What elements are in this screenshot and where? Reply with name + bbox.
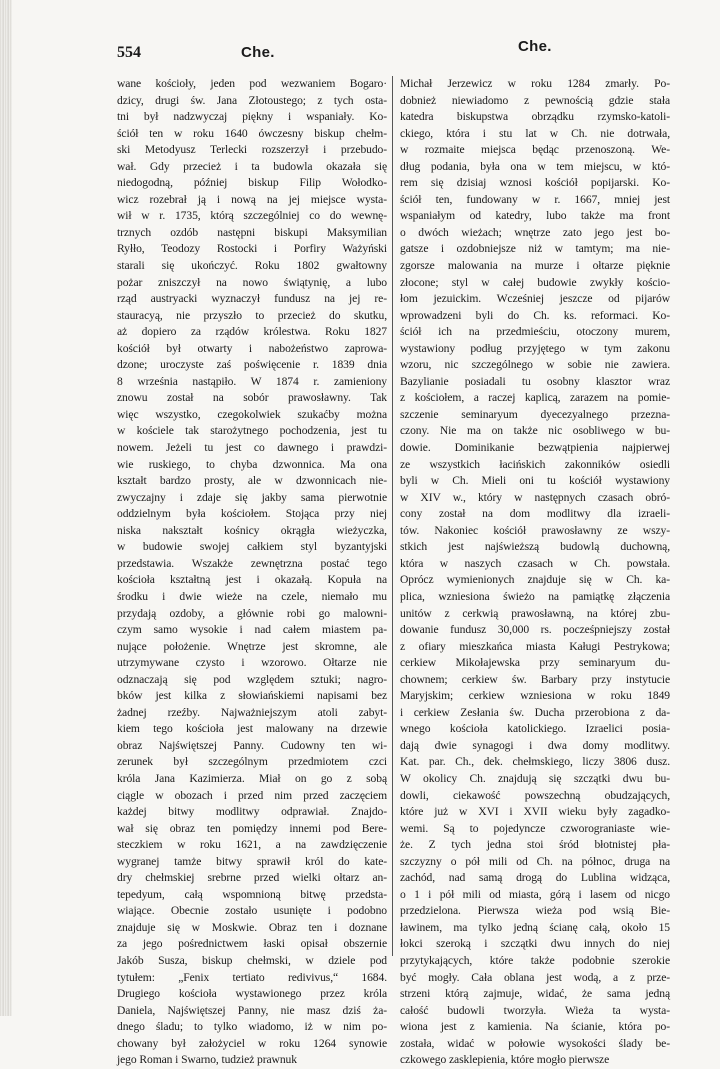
text-line: za jego pośrednictwem łaski opisał obszernie (117, 937, 387, 951)
text-line: która w naszych czasach w Ch. powstała. (400, 556, 670, 570)
text-line: chownem; cerkiew św. Barbary przy instytucie (400, 672, 670, 686)
text-line: niska nakształt kośnicy okrągła wieżyczka, (117, 523, 387, 537)
text-line: nowem. Jeżeli tu jest co dawnego i prawdzi- (117, 441, 387, 455)
text-line: dają dwie synagogi i dwa domy modlitwy. (400, 738, 670, 752)
text-line: więc wszystko, czegokolwiek szukaćby można (117, 407, 387, 421)
text-line: strzeni którą zajmuje, widać, że sama jedną (400, 987, 670, 1001)
text-line: że. Z tych jedna stoi śród błotnistej pła- (400, 838, 670, 852)
text-line: stkich jest najświeższą budowlą duchowną, (400, 540, 670, 554)
text-line: znowu został na sobór prawosławny. Tak (117, 391, 387, 405)
text-line: Oprócz wymienionych znajduje się w Ch. ka- (400, 573, 670, 587)
text-line: W okolicy Ch. znajdują się szczątki dwu bu- (400, 771, 670, 785)
text-line: łom jezuickim. Wcześniej jeszcze od pijarów (400, 292, 670, 306)
text-line: aż dopiero za rządów królestwa. Roku 1827 (117, 325, 387, 339)
text-line: wie ruskiego, to chyba dzwonnica. Ma ona (117, 457, 387, 471)
running-head-left: Che. (241, 44, 275, 61)
text-line: ściół ich na przedmieściu, otoczony murem, (400, 325, 670, 339)
text-line: dowli, ciekawość powszechną obudzających, (400, 788, 670, 802)
text-line: szczenie seminaryum dyecezyalnego przezna- (400, 407, 670, 421)
text-line: gatsze i ozdobniejsze niż w tamtym; ma nie- (400, 242, 670, 256)
text-line: o dwóch wieżach; wnętrze zato jego jest bo- (400, 225, 670, 239)
text-line: w rozmaite miejsca będąc przenoszoną. We- (400, 143, 670, 157)
text-line: nujące położenie. Wnętrze jest skromne, ale (117, 639, 387, 653)
text-line: zgorsze malowania na murze i ołtarze pięknie (400, 259, 670, 273)
page-header (117, 38, 669, 64)
text-line: przedstawia. Wszakże zewnętrzna postać tego (117, 556, 387, 570)
text-line: z kościołem, a raczej kaplicą, zarazem na pomie- (400, 391, 670, 405)
text-line: ciągle w obozach i przed nim przed zaczęciem (117, 788, 387, 802)
text-line: cony został na dom modlitwy dla izraeli- (400, 507, 670, 521)
text-line: wicz rozebrał ją i nową na jej miejsce wysta- (117, 192, 387, 206)
text-line: jego Roman i Swarno, tudzież prawnuk (117, 1053, 297, 1067)
text-line: zachód, nad samą drogą do Lublina widząca, (400, 871, 670, 885)
text-line: o 1 i pół mili od miasta, górą i lasem od nicgo (400, 887, 670, 901)
text-line: cerkiew Mikołajewska przy seminaryum du- (400, 656, 670, 670)
text-line: trznych ozdób następni biskupi Maksymilian (117, 225, 387, 239)
text-line: ski Metodyusz Terlecki rozszerzył i przebudo- (117, 143, 387, 157)
text-line: znajduje się w Moskwie. Obraz ten i doznane (117, 920, 387, 934)
text-line: Daniela, Najświętszej Panny, nie masz dziś ża- (117, 1003, 387, 1017)
text-line: Bazylianie posiadali tu osobny klasztor wraz (400, 374, 670, 388)
right-column (400, 76, 670, 1069)
text-line: przedzielona. Pierwsza wieża pod wsią Bie- (400, 904, 670, 918)
text-line: byli w Ch. Mieli oni tu kościół wystawiony (400, 474, 670, 488)
text-line: Drugiego kościoła wystawionego przez króla (117, 987, 387, 1001)
text-line: została, widać w połowie wysokości ślady be- (400, 1036, 670, 1050)
text-line: dowie. Dominikanie bezwątpienia najpierwej (400, 441, 670, 455)
text-line: czony. Nie ma on także nic osobliwego w bu- (400, 424, 670, 438)
text-line: kościoła kształtną jest i okazałą. Kopuła na (117, 573, 387, 587)
text-line: wprowadzeni byli do Ch. ks. reformaci. Ko- (400, 308, 670, 322)
text-line: wiona jest z kamienia. Na ścianie, która po- (400, 1020, 670, 1034)
text-line: z ofiary mieszkańca miasta Kaługi Pestrykowa; (400, 639, 670, 653)
text-line: króla Jana Kazimierza. Miał on go z sobą (117, 771, 387, 785)
text-line: Ryłło, Teodozy Rostocki i Porfiry Ważyński (117, 242, 387, 256)
text-line: w XIV w., który w następnych czasach obró- (400, 490, 670, 504)
text-line: wspaniałym od katedry, lubo także ma front (400, 209, 670, 223)
text-line: rząd austryacki wyznaczył fundusz na jej re- (117, 292, 387, 306)
text-line: ściół ten, fundowany w r. 1667, mniej jest (400, 192, 670, 206)
text-line: ściół ten w roku 1640 ówczesny biskup chełm- (117, 126, 387, 140)
text-line: wemi. Są to pojedyncze czworograniaste wie- (400, 821, 670, 835)
text-line: odznaczają się pod względem sztuki; nagro- (117, 672, 387, 686)
text-line: Jakób Susza, biskup chełmski, w dziele pod (117, 953, 387, 967)
text-line: chowany był założyciel w roku 1264 synowie (117, 1036, 387, 1050)
text-line: kształt bardzo prosty, ale w dzwonnicach nie- (117, 474, 387, 488)
text-line: w budowie swojej całkiem styl byzantyjski (117, 540, 387, 554)
text-line: całość budowli tworzyła. Wieża ta wysta- (400, 1003, 670, 1017)
text-line: przydają ozdoby, a głównie robi go malowni- (117, 606, 387, 620)
left-column (117, 76, 387, 1069)
text-line: dług podania, była ona w tem miejscu, w któ- (400, 159, 670, 173)
text-line: unitów z cerkwią prawosławną, na której zbu- (400, 606, 670, 620)
text-line: dobnież niewiadomo z pewnością gdzie stała (400, 93, 670, 107)
text-line: łokci szeroką i szczątki dwu innych do niej (400, 937, 670, 951)
text-line: dzicy, drugi św. Jana Złotoustego; z tych osta- (117, 93, 387, 107)
text-line: złocone; styl w całej budowie zwykły kościo- (400, 275, 670, 289)
text-line: katedra biskupstwa obrządku rzymsko-katoli- (400, 110, 670, 124)
text-line: tów. Nakoniec kościół prawosławny ze wszy- (400, 523, 670, 537)
text-line: dzone; uroczyste zaś poświęcenie r. 1839 dnia (117, 358, 387, 372)
text-line: które już w XVI i XVII wieku były zagadko- (400, 805, 670, 819)
text-line: wił w r. 1735, którą szczególniej co do wewnę- (117, 209, 387, 223)
text-line: Michał Jerzewicz w roku 1284 zmarły. Po- (400, 77, 670, 90)
text-line: niedogodną, później biskup Filip Wołodko- (117, 176, 387, 190)
text-line: wystawiony podług przyjętego w tym zakonu (400, 341, 670, 355)
text-line: i cerkiew Zesłania św. Ducha przerobiona z da- (400, 705, 670, 719)
text-line: rem się dzisiaj wznosi kościół popijarski. Ko- (400, 176, 670, 190)
text-columns (117, 76, 670, 1067)
text-line: dowanie fundusz 30,000 rs. pocześpniejszy został (400, 623, 670, 637)
text-line: plica, wzniesiona świeżo na pamiątkę złączenia (400, 589, 670, 603)
text-line: każdej bitwy modlitwy odprawiał. Znajdo- (117, 805, 387, 819)
text-line: zerunek był szczególnym przedmiotem czci (117, 755, 387, 769)
text-line: dry chełmskiej srebrne przed wielki ołtarz an- (117, 871, 387, 885)
column-divider (392, 76, 393, 956)
text-line: stauracyą, nie przyszło to przecież do skutku, (117, 308, 387, 322)
running-head-right: Che. (518, 38, 552, 55)
page-binding-edge (0, 0, 12, 1016)
text-line: szczyzny o pół mili od Ch. na północ, druga na (400, 854, 670, 868)
text-line: środku i dwie wieże na czele, niemało mu (117, 589, 387, 603)
text-line: wiające. Obecnie zostało usunięte i podobno (117, 904, 387, 918)
text-line: bków jest kilka z słowiańskiemi napisami bez (117, 689, 387, 703)
text-line: tni był nadzwyczaj piękny i wspaniały. Ko- (117, 110, 387, 124)
text-line: dnego śladu; to tylko wiadomo, iż w nim po- (117, 1020, 387, 1034)
text-line: Maryjskim; cerkiew wzniesiona w roku 1849 (400, 689, 670, 703)
text-line: w kościele tak starożytnego pochodzenia, jest tu (117, 424, 387, 438)
text-line: być mogły. Cała oblana jest wodą, a z prze- (400, 970, 670, 984)
text-line: czkowego zasklepienia, które mogło pierwsze (400, 1053, 610, 1067)
text-line: oddzielnym była kościołem. Stojąca przy niej (117, 507, 387, 521)
text-line: obraz Najświętszej Panny. Cudowny ten wi- (117, 738, 387, 752)
text-line: ckiego, która i stu lat w Ch. nie dotrwała, (400, 126, 670, 140)
text-line: kościół był otwarty i nabożeństwo zaprowa- (117, 341, 387, 355)
text-line: wygranej tamże bitwy sprawił król do kate- (117, 854, 387, 868)
text-line: steczkiem w roku 1621, a na zawdzięczenie (117, 838, 387, 852)
text-line: żadnej rzeźby. Najważniejszym atoli zabyt- (117, 705, 387, 719)
text-line: przytykających, które także podobnie szerokie (400, 953, 670, 967)
text-line: wał. Gdy przecież i ta budowla okazała się (117, 159, 387, 173)
text-line: ławinem, ma tylko jedną ścianę całą, około 15 (400, 920, 670, 934)
text-line: wał się obraz ten pomiędzy innemi pod Bere- (117, 821, 387, 835)
text-line: 8 września nastąpiło. W 1874 r. zamieniony (117, 374, 387, 388)
text-line: Kat. par. Ch., dek. chełmskiego, liczy 3806 dusz. (400, 755, 670, 769)
text-line: wane kościoły, jeden pod wezwaniem Bogaro· (117, 77, 387, 90)
text-line: zwyczajny i zdaje się jakby sama pierwotnie (117, 490, 387, 504)
text-line: wnego kościoła katolickiego. Izraelici posia- (400, 722, 670, 736)
text-line: starali się ukończyć. Roku 1802 gwałtowny (117, 259, 387, 273)
text-line: pożar zniszczył na nowo świątynię, a lubo (117, 275, 387, 289)
text-line: kiem tego kościoła jest malowany na drzewie (117, 722, 387, 736)
text-line: czym samo wysokie i nad całem miastem pa- (117, 623, 387, 637)
text-line: utrzymywane czysto i wzorowo. Ołtarze nie (117, 656, 387, 670)
text-line: wzoru, nic szczególnego w sobie nie zawiera. (400, 358, 670, 372)
text-line: tepedyum, całą wspomnioną bitwę przedsta- (117, 887, 387, 901)
text-line: ze wszystkich łacińskich zakonników osiedli (400, 457, 670, 471)
page-number: 554 (117, 44, 141, 61)
text-line: tytułem: „Fenix tertiato redivivus,“ 1684. (117, 970, 387, 984)
